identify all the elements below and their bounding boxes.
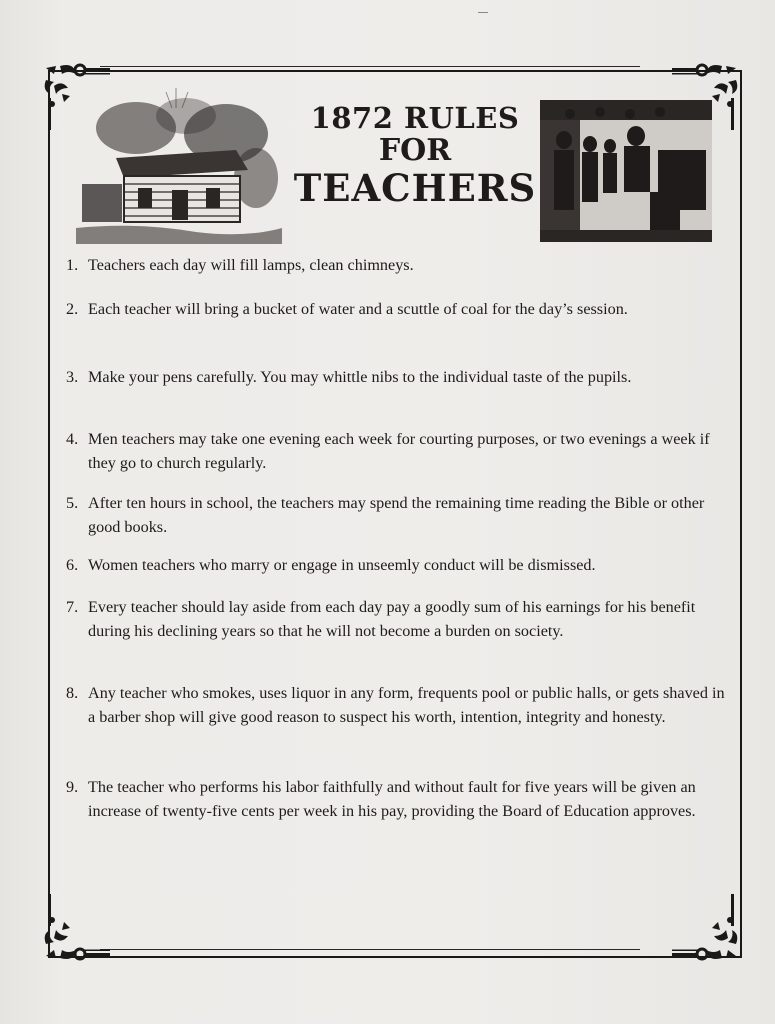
rule-text: Make your pens carefully. You may whittle nibs to the individual taste of the pupils. — [88, 368, 632, 386]
rule-number: 3. — [66, 368, 79, 386]
rule-number: 8. — [66, 684, 79, 702]
rule-text: Any teacher who smokes, uses liquor in any form, frequents pool or public halls, or gets shaved in a barber shop will give good reason to suspect his worth, intention, integrity and honesty. — [88, 684, 725, 726]
title-line-1: 1872 RULES — [310, 101, 520, 135]
classroom-illustration — [540, 100, 712, 242]
rule-text: Teachers each day will fill lamps, clean chimneys. — [88, 256, 414, 274]
border-rule-top — [100, 66, 640, 67]
rule-item — [66, 776, 726, 823]
title-line-2: FOR — [378, 133, 452, 169]
rule-number: 1. — [66, 256, 79, 274]
rule-number: 7. — [66, 598, 79, 616]
rule-item — [66, 298, 726, 322]
rule-text: Men teachers may take one evening each week for courting purposes, or two evenings a week if they go to church regularly. — [88, 430, 710, 472]
rule-item — [66, 428, 726, 475]
rule-item — [66, 254, 726, 278]
rule-item — [66, 492, 726, 539]
schoolhouse-illustration — [76, 88, 282, 244]
rule-item — [66, 554, 726, 578]
scan-mark — [478, 12, 488, 13]
rule-text: Women teachers who marry or engage in unseemly conduct will be dismissed. — [88, 556, 596, 574]
rule-number: 6. — [66, 556, 79, 574]
rule-text: Every teacher should lay aside from each day pay a goodly sum of his earnings for his benefit during his declining years so that he will not become a burden on society. — [88, 598, 696, 640]
rule-number: 2. — [66, 300, 79, 318]
rule-item — [66, 596, 726, 643]
corner-ornament-bottom-left-icon — [40, 894, 110, 964]
border-rule-bottom — [100, 949, 640, 950]
rule-number: 4. — [66, 430, 79, 448]
title-line-3: TEACHERS — [293, 166, 537, 211]
rule-text: The teacher who performs his labor faithfully and without fault for five years will be given an increase of twenty-five cents per week in his pay, providing the Board of Education approves. — [88, 778, 696, 820]
rule-item — [66, 366, 726, 390]
rule-item — [66, 682, 726, 729]
rule-text: Each teacher will bring a bucket of water and a scuttle of coal for the day’s session. — [88, 300, 628, 318]
rule-number: 5. — [66, 494, 79, 512]
rule-number: 9. — [66, 778, 79, 796]
document-title — [290, 102, 540, 210]
rule-text: After ten hours in school, the teachers may spend the remaining time reading the Bible or other good books. — [88, 494, 705, 536]
corner-ornament-bottom-right-icon — [672, 894, 742, 964]
